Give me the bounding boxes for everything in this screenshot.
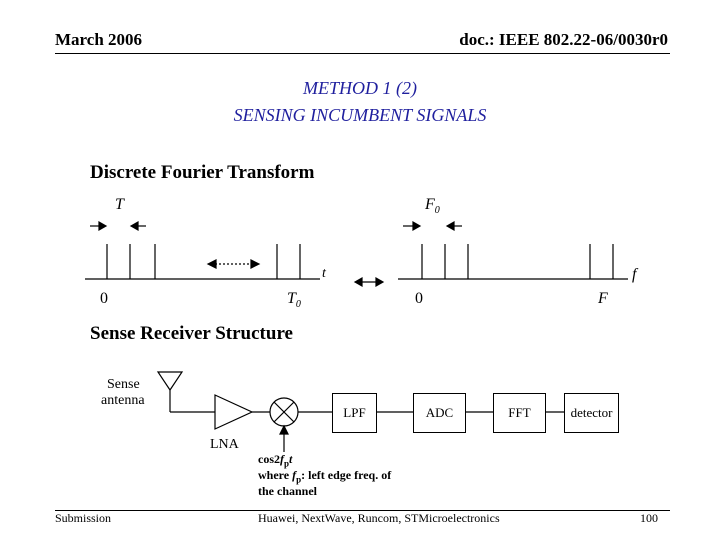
dotted-arrowhead-right xyxy=(251,260,259,268)
lo-formula: $\cos 2f_pt$ xyxy=(258,452,293,469)
period-T-label: T xyxy=(115,196,124,213)
transform-arrowhead-right xyxy=(376,278,383,286)
time-end-label: $T_0$ xyxy=(287,290,301,311)
freq-axis-label: f xyxy=(632,266,637,283)
freq-end-label: F xyxy=(598,290,608,307)
time-axis-label: t xyxy=(322,266,326,281)
period-arrowhead-left xyxy=(99,222,106,230)
dft-heading: Discrete Fourier Transform xyxy=(90,162,315,183)
page-number: 100 xyxy=(640,511,658,525)
f0-arrowhead-left xyxy=(413,222,420,230)
transform-arrowhead-left xyxy=(355,278,362,286)
detector-block: detector xyxy=(564,393,619,433)
lna-amplifier-icon xyxy=(215,395,252,429)
fft-block: FFT xyxy=(493,393,546,433)
receiver-heading: Sense Receiver Structure xyxy=(90,323,293,344)
freq-origin-label: 0 xyxy=(415,290,423,307)
adc-block: ADC xyxy=(413,393,466,433)
footer-submission: Submission xyxy=(55,511,112,525)
slide-title-line1: METHOD 1 (2) xyxy=(303,78,417,98)
antenna-icon xyxy=(158,372,182,390)
lpf-block: LPF xyxy=(332,393,377,433)
period-arrowhead-right xyxy=(131,222,138,230)
lna-label: LNA xyxy=(210,437,239,452)
antenna-label: Sense xyxy=(107,377,140,392)
freq-spacing-label: $F_0$ xyxy=(425,196,440,217)
antenna-label: antenna xyxy=(101,393,145,408)
f0-arrowhead-right xyxy=(447,222,454,230)
time-origin-label: 0 xyxy=(100,290,108,307)
header-doc-id: doc.: IEEE 802.22-06/0030r0 xyxy=(459,30,668,49)
footer-authors: Huawei, NextWave, Runcom, STMicroelectronics xyxy=(258,511,500,525)
header-date: March 2006 xyxy=(55,30,143,49)
lo-description: where $f_p$: left edge freq. of xyxy=(258,468,392,485)
slide-title-line2: SENSING INCUMBENT SIGNALS xyxy=(233,105,487,125)
lo-arrowhead xyxy=(280,426,288,434)
lo-description-cont: the channel xyxy=(258,484,318,498)
dotted-arrowhead-left xyxy=(208,260,216,268)
